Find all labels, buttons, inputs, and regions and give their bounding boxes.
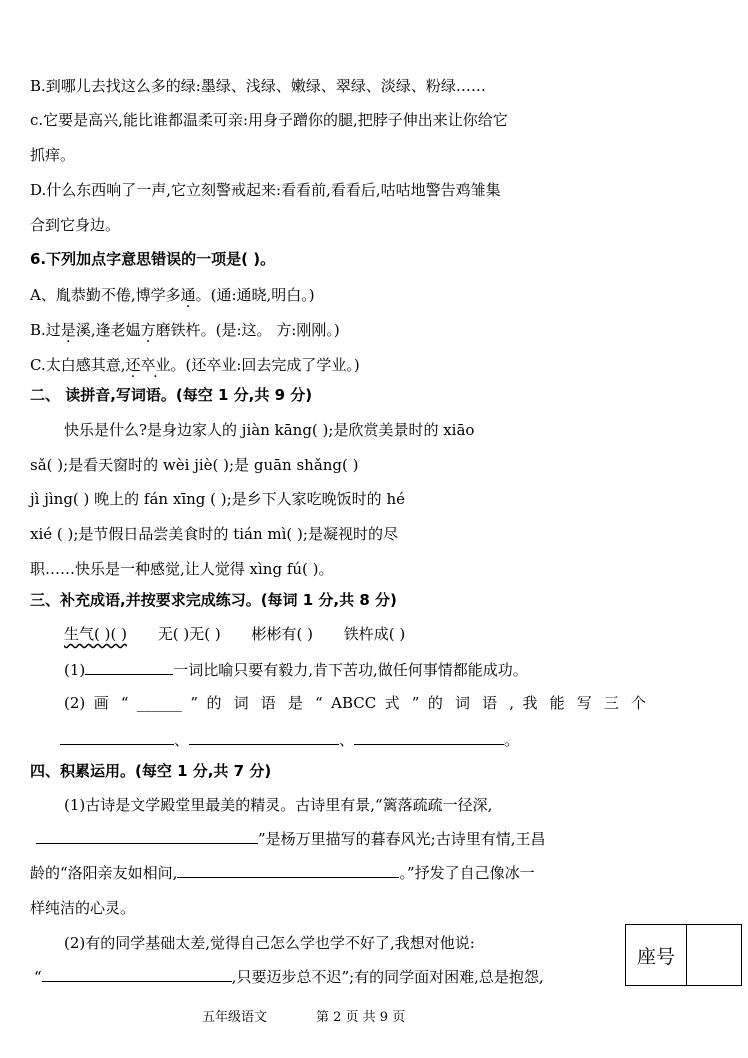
footer-subject: 五年级语文 (202, 1010, 268, 1025)
q5-option-d-line2: 合到它身边。 (30, 216, 121, 234)
q5-option-d-line1: D.什么东西响了一声,它立刻警戒起来:看看前,看看后,咕咕地警告鸡雏集 (30, 181, 501, 199)
q6-b-dotted-char-1: 是 (60, 321, 76, 339)
seat-number-field[interactable] (687, 925, 741, 985)
section-2-line4: xié ( );是节假日品尝美食时的 tián mì( );是凝视时的尽 (30, 525, 398, 543)
section-4-line3 (30, 863, 535, 883)
part1-text: 一词比喻只要有毅力,肯下苦功,做任何事情都能成功。 (173, 661, 528, 679)
part1-number: (1) (64, 661, 86, 679)
part2-text: (2) 画 “ ______ ” 的 词 语 是 “ ABCC 式 ” 的 词 语 , 我 能 写 三 个 (64, 694, 646, 712)
separator-2: 、 (339, 731, 355, 749)
q6-c-dotted-char-1: 还 (125, 356, 141, 374)
section-4-line2 (36, 829, 546, 849)
q6-option-c (30, 355, 360, 375)
q6-option-b (30, 320, 340, 340)
section-4-line3-post: 。”抒发了自己像冰一 (399, 864, 535, 882)
q5-option-c-line1: c.它要是高兴,能比谁都温柔可亲:用身子蹭你的腿,把脖子伸出来让你给它 (30, 111, 508, 129)
q6-b-text-mid: 溪,逢老媪 (75, 321, 141, 339)
q6-a-text-pre: A、胤恭勤不倦,博学多 (30, 286, 181, 304)
section-2-line2: sǎ( );是看天窗时的 wèi jiè( );是 guān shǎng( ) (30, 456, 359, 474)
separator-1: 、 (174, 731, 190, 749)
section-4-title: 四、积累运用。(每空 1 分,共 7 分) (30, 762, 272, 780)
section-4-line6-pre: “ (34, 968, 42, 986)
section-3-part2-answers (60, 730, 519, 750)
q6-a-dotted-char: 通 (180, 286, 196, 304)
q6-c-text-post: 。(还卒业:回去完成了学业。) (170, 356, 360, 374)
q5-option-c-line2: 抓痒。 (30, 146, 76, 164)
section-2-title: 二、 读拼音,写词语。(每空 1 分,共 9 分) (30, 386, 313, 404)
abcc-answer-blank-2[interactable] (189, 730, 339, 745)
section-3-part1 (64, 660, 528, 680)
q6-title: 6.下列加点字意思错误的一项是( )。 (30, 250, 276, 268)
poem-answer-blank-2[interactable] (177, 863, 399, 878)
section-4-line5: (2)有的同学基础太差,觉得自己怎么学也学不好了,我想对他说: (64, 934, 475, 952)
section-2-line1: 快乐是什么?是身边家人的 jiàn kāng( );是欣赏美景时的 xiāo (64, 421, 475, 439)
section-4-line3-pre: 龄的“洛阳亲友如相问, (30, 864, 178, 882)
q5-option-b: B.到哪儿去找这么多的绿:墨绿、浅绿、嫩绿、翠绿、淡绿、粉绿…… (30, 77, 486, 95)
abcc-answer-blank-1[interactable] (60, 730, 174, 745)
q6-c-text-pre: C.太白感其意, (30, 356, 126, 374)
section-2-line3: jì jìng( ) 晚上的 fán xīng ( );是乡下人家吃晚饭时的 hé (30, 490, 405, 508)
section-3-part2 (64, 693, 646, 713)
idiom-3: 彬彬有( ) (251, 625, 313, 643)
section-4-line2-text: ”是杨万里描写的暮春风光;古诗里有情,王昌 (258, 830, 546, 848)
seat-number-box (625, 924, 742, 986)
section-4-line1: (1)古诗是文学殿堂里最美的精灵。古诗里有景,“篱落疏疏一径深, (64, 796, 493, 814)
seat-number-label: 座号 (626, 925, 687, 985)
section-4-line4: 样纯洁的心灵。 (30, 899, 136, 917)
part1-answer-blank[interactable] (85, 660, 173, 675)
section-3-title: 三、补充成语,并按要求完成练习。(每词 1 分,共 8 分) (30, 591, 397, 609)
q6-b-text-post: 磨铁杵。(是:这。 方:刚刚。) (155, 321, 340, 339)
q6-b-text-pre: B.过 (30, 321, 61, 339)
proverb-answer-blank[interactable] (42, 967, 232, 982)
answers-end: 。 (504, 731, 520, 749)
section-3-idioms (64, 624, 405, 644)
q6-c-dotted-word: 卒业 (140, 356, 171, 374)
q6-b-dotted-char-2: 方 (140, 321, 156, 339)
idiom-4: 铁杵成( ) (343, 625, 406, 643)
section-4-line6-post: ,只要迈步总不迟”;有的同学面对困难,总是抱怨, (231, 968, 544, 986)
poem-answer-blank-1[interactable] (36, 829, 258, 844)
section-4-line6 (34, 967, 544, 987)
q6-a-text-post: 。(通:通晓,明白。) (195, 286, 315, 304)
idiom-1: 生气( )( ) (64, 625, 127, 643)
idiom-2: 无( )无( ) (157, 625, 221, 643)
q6-option-a (30, 285, 315, 305)
footer-page-number: 第 2 页 共 9 页 (316, 1010, 406, 1025)
section-2-line5: 职……快乐是一种感觉,让人觉得 xìng fú( )。 (30, 560, 334, 578)
abcc-answer-blank-3[interactable] (354, 730, 504, 745)
